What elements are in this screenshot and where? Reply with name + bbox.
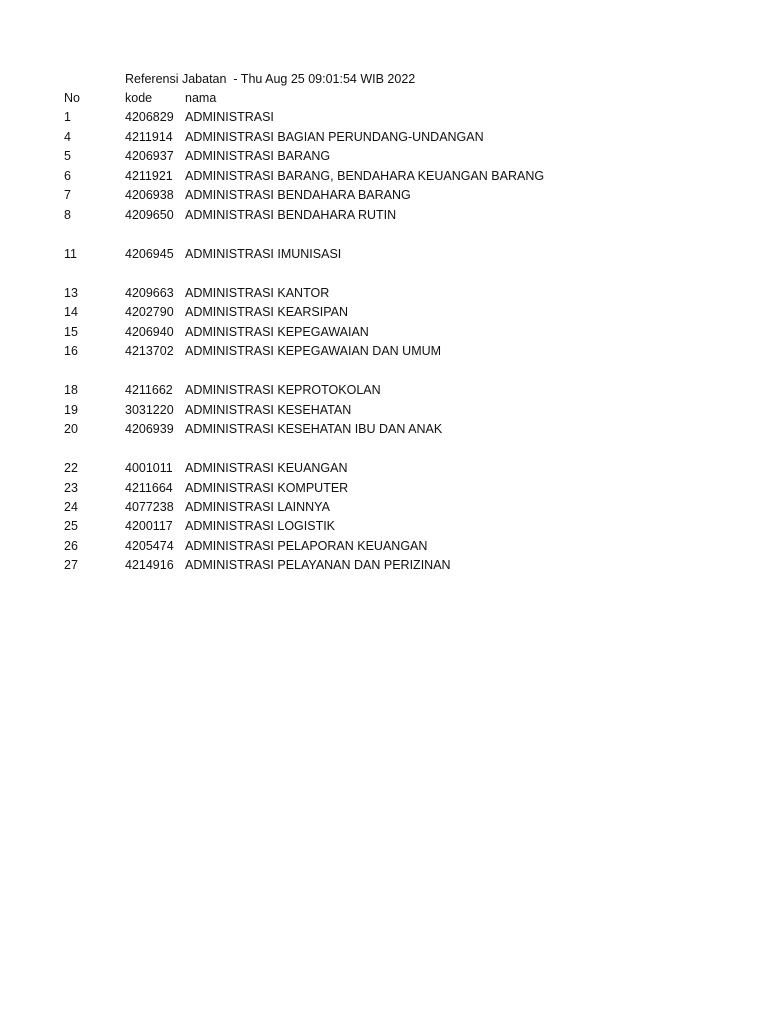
row-kode: 4001011 bbox=[125, 461, 173, 475]
row-kode: 4206945 bbox=[125, 246, 174, 261]
row-no: 23 bbox=[64, 480, 78, 495]
row-no: 27 bbox=[64, 558, 78, 572]
row-nama: ADMINISTRASI KEARSIPAN bbox=[185, 305, 348, 319]
row-kode: 4211664 bbox=[125, 480, 173, 495]
row-nama: ADMINISTRASI KEPEGAWAIAN DAN UMUM bbox=[185, 344, 442, 358]
row-kode: 4211914 bbox=[125, 129, 173, 144]
row-kode: 4214916 bbox=[125, 558, 174, 572]
row-nama: ADMINISTRASI PELAYANAN DAN PERIZINAN bbox=[185, 558, 451, 572]
row-no: 26 bbox=[64, 538, 78, 553]
row-nama: ADMINISTRASI KESEHATAN bbox=[185, 402, 352, 417]
row-no: 13 bbox=[64, 285, 78, 300]
row-nama: ADMINISTRASI BARANG, BENDAHARA KEUANGAN BARANG bbox=[185, 168, 545, 183]
row-kode: 4206938 bbox=[125, 188, 174, 202]
row-nama: ADMINISTRASI BENDAHARA BARANG bbox=[185, 188, 411, 202]
row-no: 8 bbox=[64, 207, 71, 222]
row-kode: 4206940 bbox=[125, 324, 174, 339]
row-nama: ADMINISTRASI KOMPUTER bbox=[185, 480, 349, 495]
row-kode: 4200117 bbox=[125, 519, 173, 533]
row-nama: ADMINISTRASI bbox=[185, 110, 274, 124]
row-kode: 4206829 bbox=[125, 110, 174, 124]
row-nama: ADMINISTRASI BENDAHARA RUTIN bbox=[185, 207, 397, 222]
row-no: 14 bbox=[64, 305, 78, 319]
row-no: 5 bbox=[64, 149, 71, 163]
column-header-nama: nama bbox=[185, 91, 217, 105]
row-nama: ADMINISTRASI KEUANGAN bbox=[185, 461, 348, 475]
row-kode: 4202790 bbox=[125, 305, 174, 319]
row-no: 4 bbox=[64, 129, 71, 144]
row-no: 24 bbox=[64, 499, 78, 514]
row-kode: 4211921 bbox=[125, 168, 173, 183]
row-kode: 4206937 bbox=[125, 149, 174, 163]
row-nama: ADMINISTRASI LOGISTIK bbox=[185, 519, 336, 533]
row-no: 22 bbox=[64, 461, 78, 475]
row-nama: ADMINISTRASI BAGIAN PERUNDANG-UNDANGAN bbox=[185, 129, 484, 144]
row-no: 19 bbox=[64, 402, 78, 417]
row-kode: 3031220 bbox=[125, 402, 174, 417]
row-kode: 4209650 bbox=[125, 207, 174, 222]
row-nama: ADMINISTRASI KEPEGAWAIAN bbox=[185, 324, 369, 339]
row-no: 15 bbox=[64, 324, 78, 339]
row-nama: ADMINISTRASI BARANG bbox=[185, 149, 331, 163]
row-kode: 4077238 bbox=[125, 499, 174, 514]
row-kode: 4205474 bbox=[125, 538, 174, 553]
row-no: 20 bbox=[64, 422, 78, 436]
row-nama: ADMINISTRASI IMUNISASI bbox=[185, 246, 342, 261]
row-nama: ADMINISTRASI PELAPORAN KEUANGAN bbox=[185, 538, 428, 553]
row-no: 11 bbox=[64, 246, 77, 261]
row-no: 1 bbox=[64, 110, 71, 124]
row-no: 7 bbox=[64, 188, 71, 202]
row-nama: ADMINISTRASI LAINNYA bbox=[185, 499, 330, 514]
row-no: 16 bbox=[64, 344, 78, 358]
row-kode: 4211662 bbox=[125, 383, 173, 397]
column-header-kode: kode bbox=[125, 91, 153, 105]
row-nama: ADMINISTRASI KANTOR bbox=[185, 285, 330, 300]
column-header-no: No bbox=[64, 91, 80, 105]
row-kode: 4213702 bbox=[125, 344, 174, 358]
row-kode: 4209663 bbox=[125, 285, 174, 300]
row-no: 6 bbox=[64, 168, 71, 183]
row-nama: ADMINISTRASI KEPROTOKOLAN bbox=[185, 383, 381, 397]
row-no: 25 bbox=[64, 519, 78, 533]
row-kode: 4206939 bbox=[125, 422, 174, 436]
document-title: Referensi Jabatan - Thu Aug 25 09:01:54 WIB 2022 bbox=[125, 72, 416, 86]
row-no: 18 bbox=[64, 383, 78, 397]
row-nama: ADMINISTRASI KESEHATAN IBU DAN ANAK bbox=[185, 422, 443, 436]
